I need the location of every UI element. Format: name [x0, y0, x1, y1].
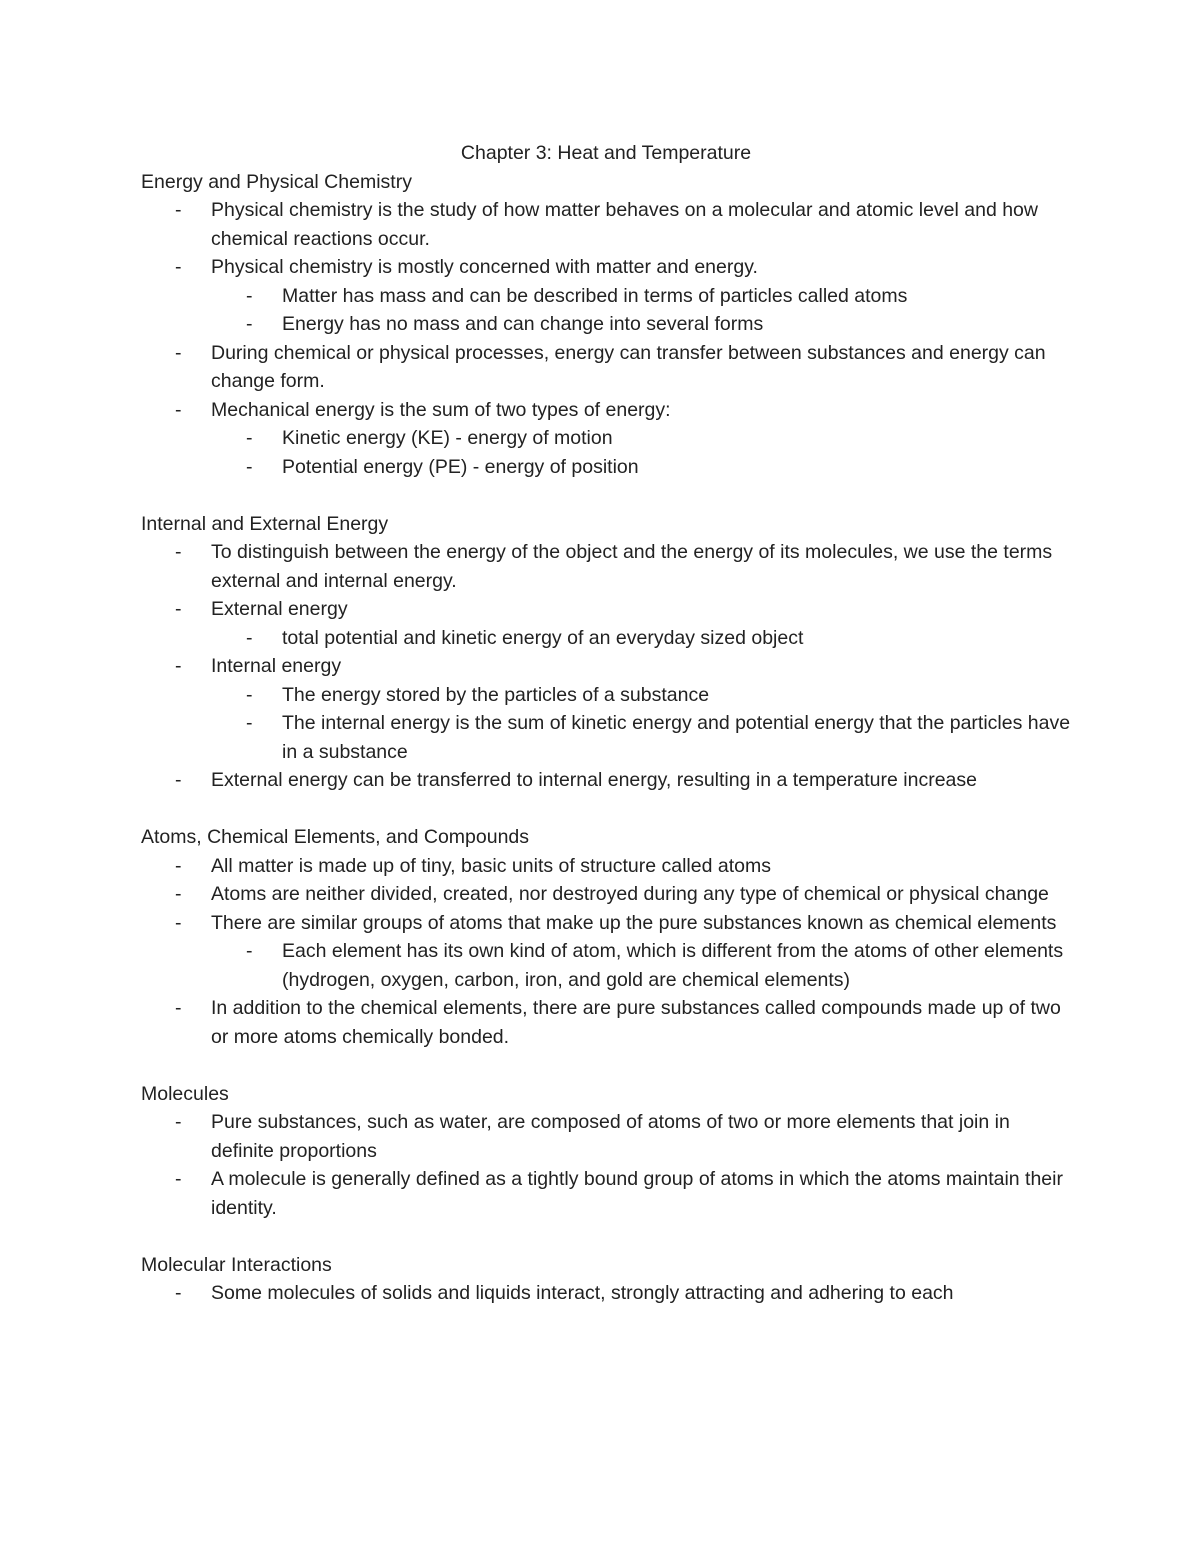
bullet-text: Atoms are neither divided, created, nor destroyed during any type of chemical or physical change	[211, 883, 1049, 905]
bullet-text: External energy can be transferred to internal energy, resulting in a temperature increase	[211, 769, 977, 791]
bullet-item	[141, 1108, 1071, 1165]
bullet-text: Physical chemistry is the study of how matter behaves on a molecular and atomic level and how chemical reactions occur.	[211, 199, 1038, 250]
bullet-item	[141, 909, 1071, 938]
bullet-text: All matter is made up of tiny, basic units of structure called atoms	[211, 854, 771, 877]
bullet-text: Energy has no mass and can change into several forms	[282, 313, 764, 335]
bullet-list	[141, 538, 1071, 795]
bullet-dash-icon: -	[246, 455, 253, 478]
section	[141, 823, 1071, 1051]
bullet-list	[141, 1279, 1071, 1308]
bullet-dash-icon: -	[175, 769, 182, 791]
bullet-dash-icon: -	[175, 1168, 182, 1190]
bullet-text: Kinetic energy (KE) - energy of motion	[282, 427, 613, 449]
sub-bullet-item	[141, 453, 1071, 482]
bullet-text: The energy stored by the particles of a substance	[282, 683, 710, 706]
sub-bullet-item	[141, 624, 1071, 653]
bullet-dash-icon: -	[175, 997, 182, 1019]
bullet-dash-icon: -	[175, 199, 182, 221]
bullet-dash-icon: -	[175, 1111, 182, 1133]
bullet-dash-icon: -	[246, 313, 253, 335]
bullet-item	[141, 196, 1071, 253]
sub-bullet-item	[141, 937, 1071, 994]
section-heading: Molecules	[141, 1082, 229, 1105]
bullet-list	[141, 196, 1071, 481]
bullet-text: Each element has its own kind of atom, which is different from the atoms of other elements (hydrogen, oxygen, carbon, iron, and gold are chemical elements)	[282, 940, 1064, 991]
section-heading: Atoms, Chemical Elements, and Compounds	[141, 826, 530, 848]
section-heading: Internal and External Energy	[141, 512, 389, 535]
bullet-dash-icon: -	[175, 1282, 182, 1304]
bullet-dash-icon: -	[246, 284, 253, 307]
section-heading: Energy and Physical Chemistry	[141, 170, 412, 193]
bullet-item	[141, 396, 1071, 425]
bullet-text: Some molecules of solids and liquids interact, strongly attracting and adhering to each	[211, 1282, 954, 1304]
bullet-dash-icon: -	[175, 883, 182, 905]
bullet-text: Internal energy	[211, 655, 342, 677]
bullet-dash-icon: -	[246, 683, 253, 706]
bullet-dash-icon: -	[246, 712, 253, 734]
bullet-list	[141, 852, 1071, 1052]
bullet-text: External energy	[211, 598, 348, 620]
bullet-text: Mechanical energy is the sum of two types of energy:	[211, 398, 671, 421]
section	[141, 510, 1071, 795]
sub-bullet-item	[141, 709, 1071, 766]
bullet-text: A molecule is generally defined as a tightly bound group of atoms in which the atoms maintain their identity.	[211, 1168, 1063, 1219]
bullet-item	[141, 852, 1071, 881]
bullet-dash-icon: -	[175, 256, 182, 278]
bullet-dash-icon: -	[246, 427, 253, 449]
bullet-text: During chemical or physical processes, energy can transfer between substances and energy can change form.	[211, 341, 1046, 392]
bullet-item	[141, 538, 1071, 595]
bullet-dash-icon: -	[175, 398, 182, 421]
bullet-text: There are similar groups of atoms that make up the pure substances known as chemical elements	[211, 911, 1057, 934]
sub-bullet-item	[141, 681, 1071, 710]
bullet-dash-icon: -	[246, 626, 253, 649]
section-heading: Molecular Interactions	[141, 1253, 332, 1276]
bullet-list	[141, 1108, 1071, 1222]
document-page	[141, 139, 1071, 1308]
bullet-item	[141, 880, 1071, 909]
bullet-dash-icon: -	[175, 854, 182, 877]
bullet-text: To distinguish between the energy of the object and the energy of its molecules, we use the terms external and internal energy.	[211, 541, 1053, 592]
bullet-text: In addition to the chemical elements, there are pure substances called compounds made up of two or more atoms chemically bonded.	[211, 997, 1061, 1048]
page-title: Chapter 3: Heat and Temperature	[460, 142, 752, 164]
sub-bullet-item	[141, 310, 1071, 339]
bullet-text: Potential energy (PE) - energy of position	[282, 455, 639, 478]
document-body	[141, 168, 1071, 1308]
bullet-dash-icon: -	[175, 911, 182, 934]
bullet-text: Pure substances, such as water, are composed of atoms of two or more elements that join in definite proportions	[211, 1111, 1010, 1162]
bullet-item	[141, 1165, 1071, 1222]
bullet-dash-icon: -	[246, 940, 253, 962]
bullet-item	[141, 595, 1071, 624]
bullet-dash-icon: -	[175, 598, 182, 620]
section	[141, 1251, 1071, 1308]
bullet-text: Matter has mass and can be described in terms of particles called atoms	[282, 284, 908, 307]
bullet-item	[141, 652, 1071, 681]
sub-bullet-item	[141, 424, 1071, 453]
bullet-dash-icon: -	[175, 341, 182, 364]
bullet-item	[141, 994, 1071, 1051]
bullet-text: Physical chemistry is mostly concerned with matter and energy.	[211, 256, 758, 278]
bullet-item	[141, 253, 1071, 282]
bullet-item	[141, 1279, 1071, 1308]
bullet-dash-icon: -	[175, 541, 182, 563]
bullet-text: total potential and kinetic energy of an everyday sized object	[282, 626, 804, 649]
bullet-text: The internal energy is the sum of kinetic energy and potential energy that the particles have in a substance	[282, 712, 1071, 763]
bullet-dash-icon: -	[175, 655, 182, 677]
sub-bullet-item	[141, 282, 1071, 311]
bullet-item	[141, 766, 1071, 795]
section	[141, 1080, 1071, 1223]
section	[141, 168, 1071, 482]
bullet-item	[141, 339, 1071, 396]
